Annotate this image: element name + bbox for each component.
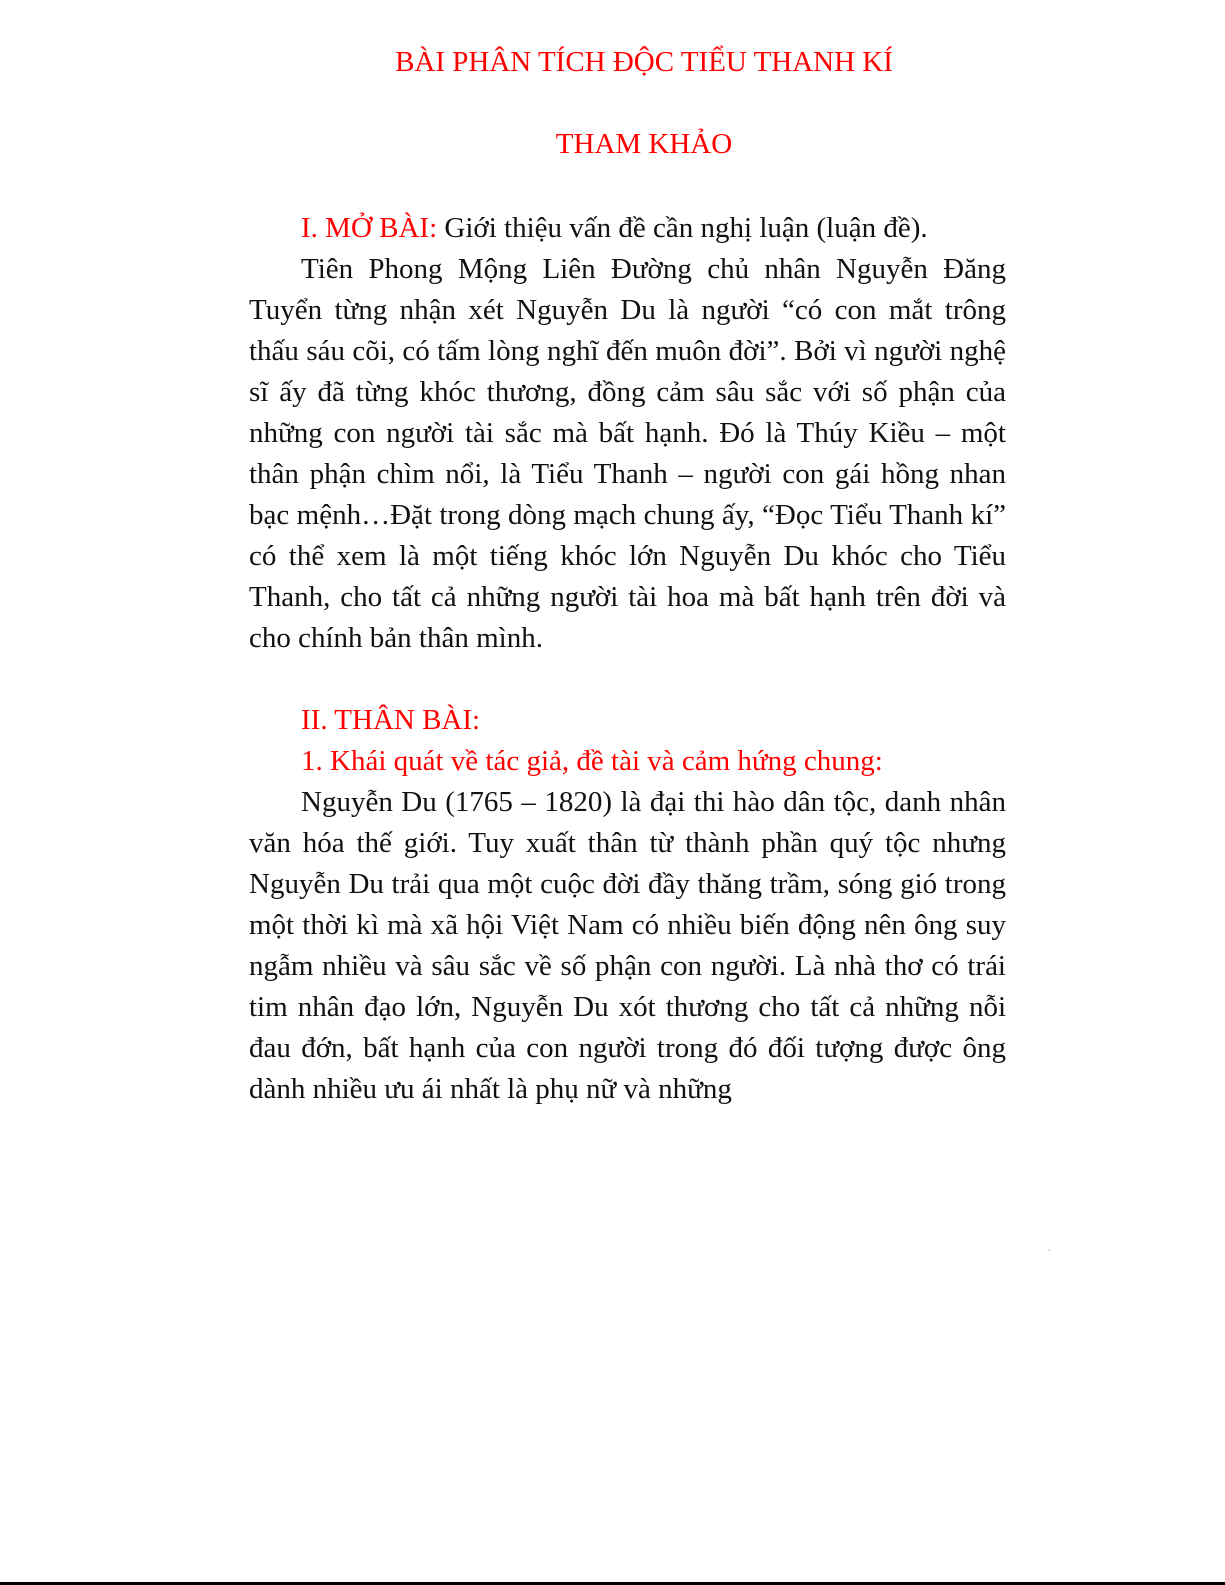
- section-1-label: I. MỞ BÀI:: [301, 212, 438, 244]
- document-title: BÀI PHÂN TÍCH ĐỘC TIỂU THANH KÍ: [395, 46, 893, 78]
- section-2-heading: II. THÂN BÀI:: [301, 704, 481, 736]
- page-speck: [1048, 1249, 1050, 1251]
- section-1-paragraph: Tiên Phong Mộng Liên Đường chủ nhân Nguyễn Đăng Tuyển từng nhận xét Nguyễn Du là người “có con mắt trông thấu sáu cõi, có tấm lòng nghĩ đến muôn đời”. Bởi vì người nghệ sĩ ấy đã từng khóc thương, đồng cảm sâu sắc với số phận của những con người tài sắc mà bất hạnh. Đó là Thúy Kiều – một thân phận chìm nổi, là Tiểu Thanh – người con gái hồng nhan bạc mệnh…Đặt trong dòng mạch chung ấy, “Đọc Tiểu Thanh kí” có thể xem là một tiếng khóc lớn Nguyễn Du khóc cho Tiểu Thanh, cho tất cả những người tài hoa mà bất hạnh trên đời và cho chính bản thân mình.: [249, 253, 1006, 654]
- section-2-paragraph: Nguyễn Du (1765 – 1820) là đại thi hào dân tộc, danh nhân văn hóa thế giới. Tuy xuất thân từ thành phần quý tộc nhưng Nguyễn Du trải qua một cuộc đời đầy thăng trầm, sóng gió trong một thời kì mà xã hội Việt Nam có nhiều biến động nên ông suy ngẫm nhiều và sâu sắc về số phận con người. Là nhà thơ có trái tim nhân đạo lớn, Nguyễn Du xót thương cho tất cả những nỗi đau đớn, bất hạnh của con người trong đó đối tượng được ông dành nhiều ưu ái nhất là phụ nữ và những: [249, 786, 1006, 1105]
- section-1-heading: [249, 208, 1006, 249]
- section-1-text: Giới thiệu vấn đề cần nghị luận (luận đề).: [437, 212, 928, 244]
- document-body: [249, 208, 1006, 1110]
- section-2-subheading: 1. Khái quát về tác giả, đề tài và cảm hứng chung:: [301, 745, 883, 777]
- document-subtitle: THAM KHẢO: [555, 128, 733, 160]
